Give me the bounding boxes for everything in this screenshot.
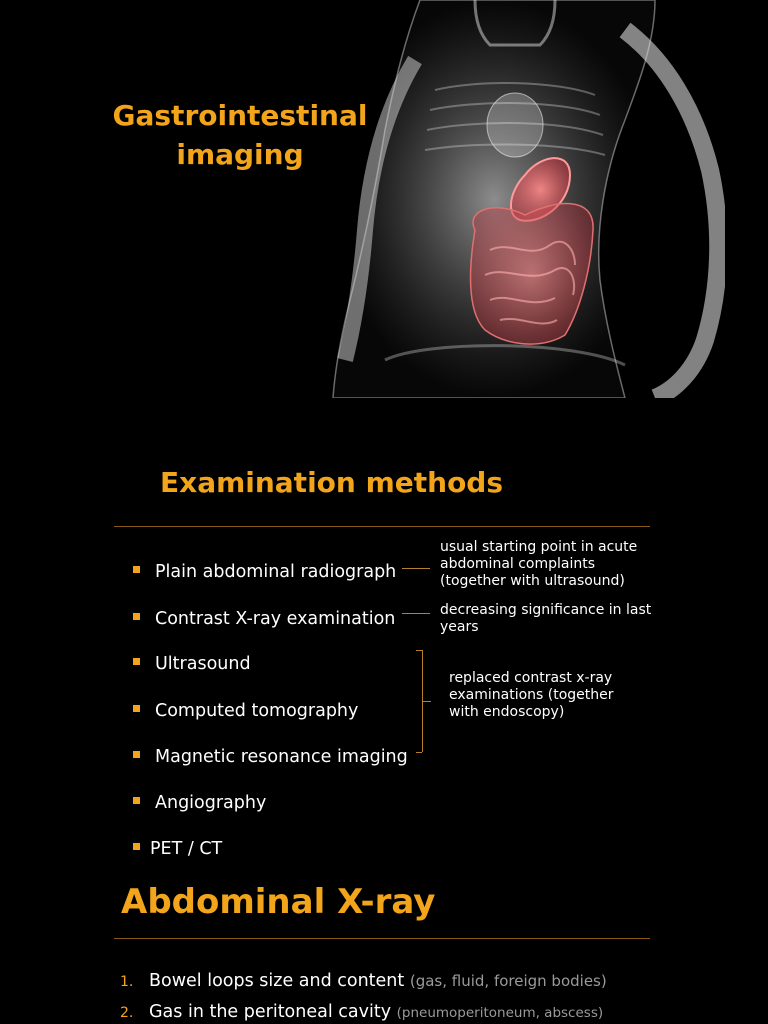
- title-divider: [114, 526, 650, 527]
- square-bullet-icon: [133, 658, 140, 665]
- numbered-item: 2. Gas in the peritoneal cavity (pneumoperitoneum, abscess): [120, 1002, 604, 1022]
- annotation-connector: [402, 613, 430, 614]
- square-bullet-icon: [133, 751, 140, 758]
- square-bullet-icon: [133, 797, 140, 804]
- numbered-item: 1. Bowel loops size and content (gas, fluid, foreign bodies): [120, 971, 607, 991]
- method-item: Computed tomography: [133, 700, 358, 722]
- group-bracket-top: [416, 650, 422, 651]
- abdominal-xray-slide: [0, 870, 768, 1024]
- method-item: PET / CT: [133, 838, 222, 860]
- method-item: Angiography: [133, 792, 266, 814]
- examination-methods-slide: [0, 400, 768, 870]
- group-bracket-bottom: [416, 752, 422, 753]
- xray-body-illustration: [325, 0, 725, 398]
- cross-sectional-group-note: replaced contrast x-ray examinations (together with endoscopy): [449, 670, 614, 720]
- method-item: Contrast X-ray examination: [133, 608, 395, 630]
- method-item: Magnetic resonance imaging: [133, 746, 408, 768]
- section-title: Examination methods: [160, 466, 504, 499]
- plain-radiograph-note: usual starting point in acute abdominal complaints (together with ultrasound): [440, 539, 638, 589]
- square-bullet-icon: [133, 613, 140, 620]
- annotation-connector: [402, 568, 430, 569]
- square-bullet-icon: [133, 705, 140, 712]
- title-slide: [0, 0, 768, 400]
- section-title: Abdominal X-ray: [121, 882, 436, 922]
- square-bullet-icon: [133, 843, 140, 850]
- contrast-xray-note: decreasing significance in last years: [440, 602, 652, 635]
- square-bullet-icon: [133, 566, 140, 573]
- group-bracket-tick: [423, 701, 431, 702]
- slide-title: Gastrointestinal imaging: [112, 99, 368, 171]
- method-item: Ultrasound: [133, 653, 251, 675]
- title-divider: [114, 938, 650, 939]
- method-item: Plain abdominal radiograph: [133, 561, 396, 583]
